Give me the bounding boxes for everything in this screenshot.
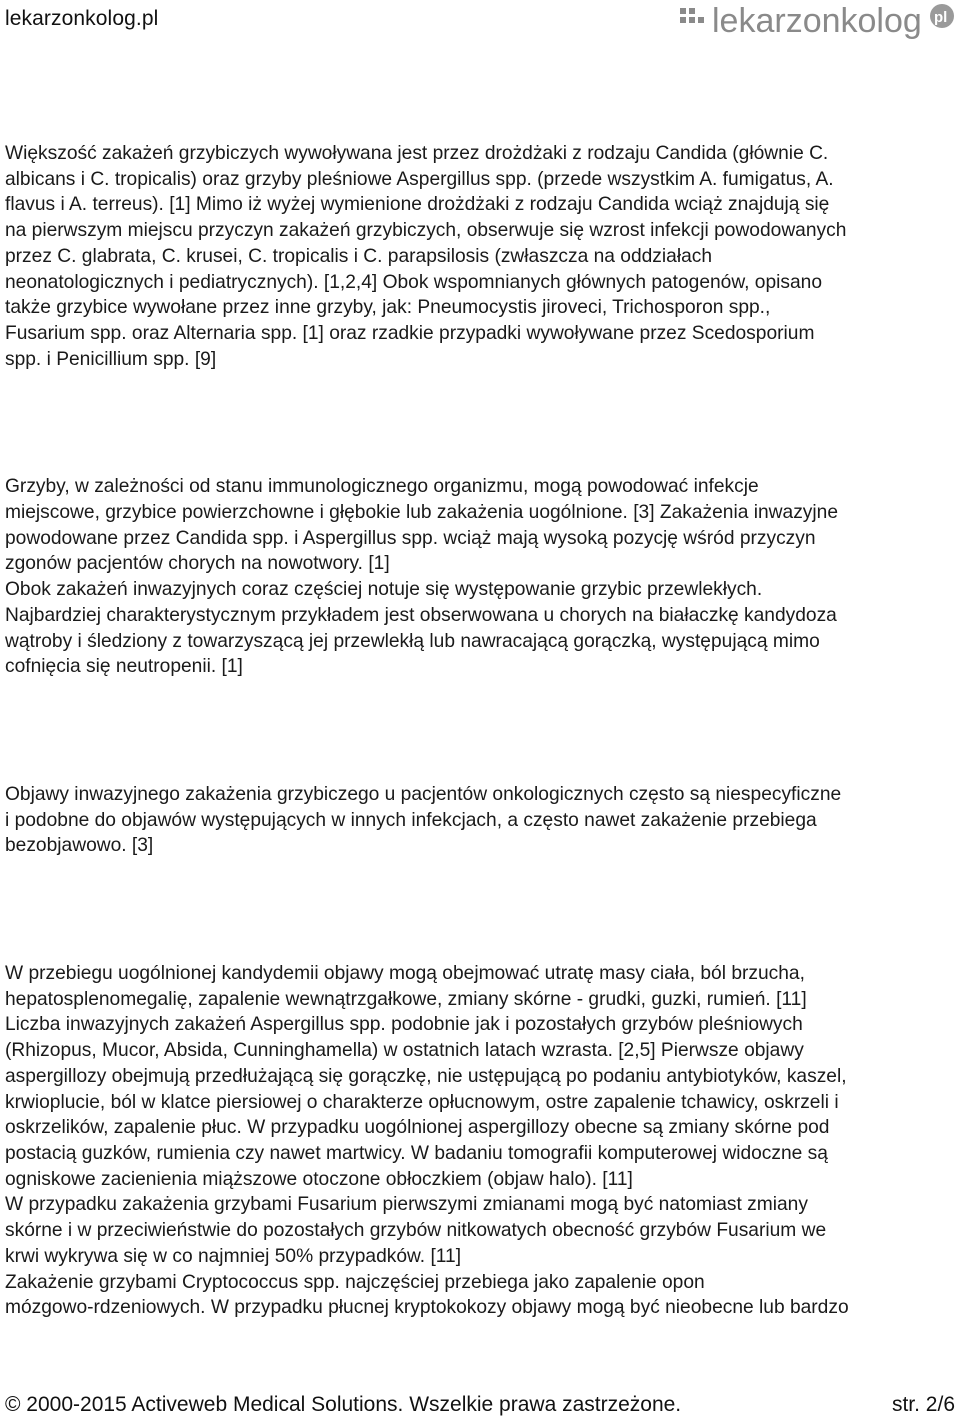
text-line: powodowane przez Candida spp. i Aspergillus spp. wciąż mają wysoką pozycję wśród przyczyn	[5, 527, 816, 549]
text-line: flavus i A. terreus). [1] Mimo iż wyżej wymienione drożdżaki z rodzaju Candida wciąż znajdują się	[5, 194, 830, 216]
paragraph-4	[5, 961, 955, 1321]
text-line: skórne i w przeciwieństwie do pozostałych grzybów nitkowatych obecność grzybów Fusarium we	[5, 1220, 827, 1242]
text-line: mózgowo-rdzeniowych. W przypadku płucnej kryptokokozy objawy mogą być nieobecne lub bardzo	[5, 1297, 849, 1319]
text-line: na pierwszym miejscu przyczyn zakażeń grzybiczych, obserwuje się wzrost infekcji powodowanych	[5, 220, 847, 242]
logo-badge-text: pl	[934, 9, 948, 26]
text-line: zgonów pacjentów chorych na nowotwory. [1]	[5, 553, 390, 575]
article-body	[5, 141, 955, 1321]
text-line: cofnięcia się neutropenii. [1]	[5, 656, 243, 678]
footer-copyright: © 2000-2015 Activeweb Medical Solutions. Wszelkie prawa zastrzeżone.	[5, 1393, 682, 1416]
paragraph-1	[5, 141, 955, 372]
text-line: W przebiegu uogólnionej kandydemii objawy mogą obejmować utratę masy ciała, ból brzucha,	[5, 963, 805, 985]
text-line: Fusarium spp. oraz Alternaria spp. [1] oraz rzadkie przypadki wywoływane przez Scedosporium	[5, 322, 815, 344]
text-line: Liczba inwazyjnych zakażeń Aspergillus spp. podobnie jak i pozostałych grzybów pleśniowych	[5, 1014, 803, 1036]
text-line: wątroby i śledziony z towarzyszącą jej przewlekłą lub nawracającą gorączką, występującą mimo	[5, 630, 820, 652]
text-line: oskrzelików, zapalenie płuc. W przypadku uogólnionej aspergillozy obecne są zmiany skórne pod	[5, 1117, 830, 1139]
page-number: str. 2/6	[891, 1393, 955, 1416]
logo-text: lekarzonkolog	[712, 2, 922, 40]
text-line: Obok zakażeń inwazyjnych coraz częściej notuje się występowanie grzybic przewlekłych.	[5, 579, 763, 601]
text-line: albicans i C. tropicalis) oraz grzyby pleśniowe Aspergillus spp. (przede wszystkim A. fumigatus, A.	[5, 168, 834, 190]
text-line: hepatosplenomegalię, zapalenie wewnątrzgałkowe, zmiany skórne - grudki, guzki, rumień. [11]	[5, 988, 807, 1010]
text-line: krwi wykrywa się w co najmniej 50% przypadków. [11]	[5, 1245, 462, 1267]
paragraph-2	[5, 474, 955, 680]
text-line: przez C. glabrata, C. krusei, C. tropicalis i C. parapsilosis (zwłaszcza na oddziałach	[5, 245, 713, 267]
text-line: Grzyby, w zależności od stanu immunologicznego organizmu, mogą powodować infekcje	[5, 476, 759, 498]
text-line: Najbardziej charakterystycznym przykładem jest obserwowana u chorych na białaczkę kandydoza	[5, 604, 837, 626]
text-line: postacią guzków, rumienia czy nawet martwicy. W badaniu tomografii komputerowej widoczne są	[5, 1142, 828, 1164]
text-line: Większość zakażeń grzybiczych wywoływana jest przez drożdżaki z rodzaju Candida (głównie C.	[5, 143, 829, 164]
text-line: spp. i Penicillium spp. [9]	[5, 348, 217, 370]
text-line: także grzybice wywołane przez inne grzyby, jak: Pneumocystis jiroveci, Trichosporon spp.,	[5, 297, 771, 319]
text-line: Objawy inwazyjnego zakażenia grzybiczego u pacjentów onkologicznych często są niespecyficzne	[5, 783, 842, 805]
text-line: aspergillozy obejmują przedłużającą się gorączkę, nie ustępującą po podaniu antybiotyków, kaszel,	[5, 1065, 847, 1087]
text-line: krwioplucie, ból w klatce piersiowej o charakterze opłucnowym, ostre zapalenie tchawicy, oskrzeli i	[5, 1091, 839, 1113]
logo-mark-icon	[680, 8, 704, 23]
site-name: lekarzonkolog.pl	[5, 7, 159, 30]
text-line: i podobne do objawów występujących w innych infekcjach, a często nawet zakażenie przebiega	[5, 809, 817, 831]
text-line: ogniskowe zacienienia miąższowe otoczone obłoczkiem (objaw halo). [11]	[5, 1168, 633, 1190]
text-line: (Rhizopus, Mucor, Absida, Cunninghamella) w ostatnich latach wzrasta. [2,5] Pierwsze objawy	[5, 1040, 804, 1062]
text-line: neonatologicznych i pediatrycznych). [1,2,4] Obok wspomnianych głównych patogenów, opisano	[5, 271, 823, 293]
brand-logo	[678, 0, 960, 44]
paragraph-3	[5, 782, 955, 859]
text-line: Zakażenie grzybami Cryptococcus spp. najczęściej przebiega jako zapalenie opon	[5, 1271, 705, 1293]
text-line: bezobjawowo. [3]	[5, 835, 154, 857]
text-line: miejscowe, grzybice powierzchowne i głębokie lub zakażenia uogólnione. [3] Zakażenia inwazyjne	[5, 502, 838, 524]
text-line: W przypadku zakażenia grzybami Fusarium pierwszymi zmianami mogą być natomiast zmiany	[5, 1194, 808, 1216]
